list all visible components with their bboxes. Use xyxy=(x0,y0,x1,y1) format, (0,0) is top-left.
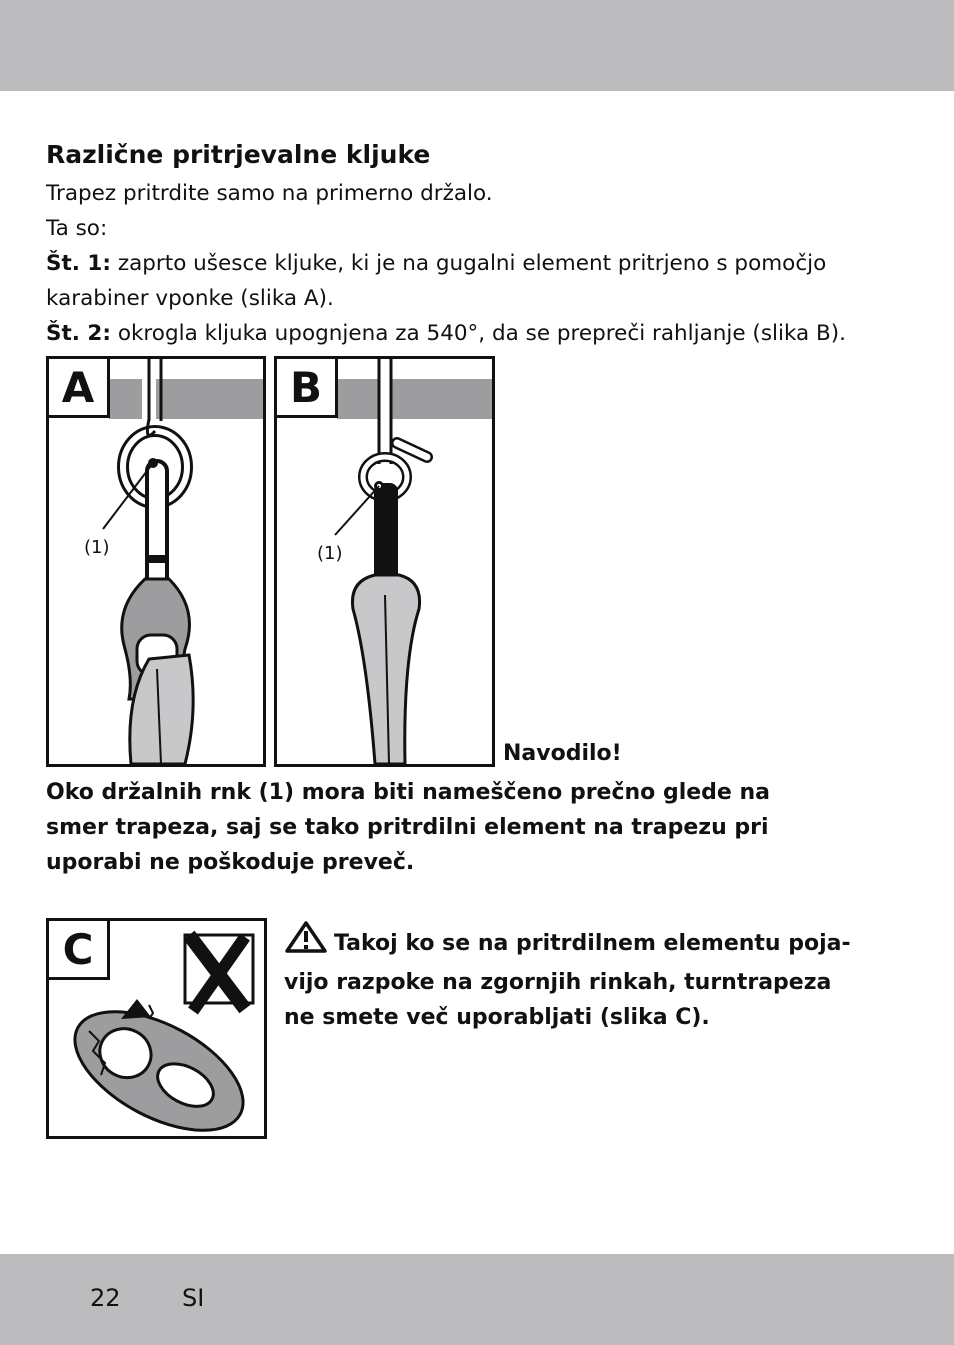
figure-c xyxy=(46,918,267,1139)
figure-b-letter: B xyxy=(274,356,338,418)
figure-a xyxy=(46,356,266,767)
item-1-line xyxy=(46,246,916,281)
crack-arrow-icon xyxy=(121,999,151,1019)
item-2-line xyxy=(46,316,916,351)
figure-b-callout: (1) xyxy=(317,543,343,564)
body-line-2: Ta so: xyxy=(46,216,108,241)
item-1-label: Št. 1: xyxy=(46,251,111,276)
figure-c-letter: C xyxy=(46,918,110,980)
figure-b xyxy=(274,356,495,767)
note-line-1: Oko držalnih rnk (1) mora biti nameščeno prečno glede na xyxy=(46,780,770,805)
body-line-1: Trapez pritrdite samo na primerno držalo. xyxy=(46,181,493,206)
note-heading: Navodilo! xyxy=(503,741,622,766)
page-number: 22 xyxy=(90,1284,121,1312)
beam xyxy=(337,379,492,419)
note-line-2: smer trapeza, saj se tako pritrdilni element na trapezu pri xyxy=(46,815,769,840)
warning-text-1: Takoj ko se na pritrdilnem elementu poja- xyxy=(334,931,851,956)
figure-a-letter: A xyxy=(46,356,110,418)
warning-line-1 xyxy=(284,920,924,965)
note-line-3: uporabi ne poškoduje preveč. xyxy=(46,850,415,875)
figure-b-illustration xyxy=(277,359,492,764)
section-body xyxy=(46,176,916,351)
warning-line-3: ne smete več uporabljati (slika C). xyxy=(284,1005,710,1030)
item-2-label: Št. 2: xyxy=(46,321,111,346)
footer-band xyxy=(0,1254,954,1345)
figure-a-callout: (1) xyxy=(84,537,110,558)
item-1-text: zaprto ušesce kljuke, ki je na gugalni element pritrjeno s pomočjo xyxy=(110,251,827,276)
beam xyxy=(109,379,263,419)
item-1-continuation: karabiner vponke (slika A). xyxy=(46,286,334,311)
section-title: Različne pritrjevalne kljuke xyxy=(46,140,431,169)
warning-block xyxy=(284,920,924,1035)
language-code: SI xyxy=(182,1284,205,1312)
note-body xyxy=(46,775,886,880)
damaged-ring xyxy=(56,987,262,1136)
item-2-text: okrogla kljuka upognjena za 540°, da se prepreči rahljanje (slika B). xyxy=(110,321,847,346)
warning-triangle-icon xyxy=(284,920,328,965)
figure-a-illustration xyxy=(49,359,263,764)
header-band xyxy=(0,0,954,91)
warning-line-2: vijo razpoke na zgornjih rinkah, turntrapeza xyxy=(284,970,832,995)
